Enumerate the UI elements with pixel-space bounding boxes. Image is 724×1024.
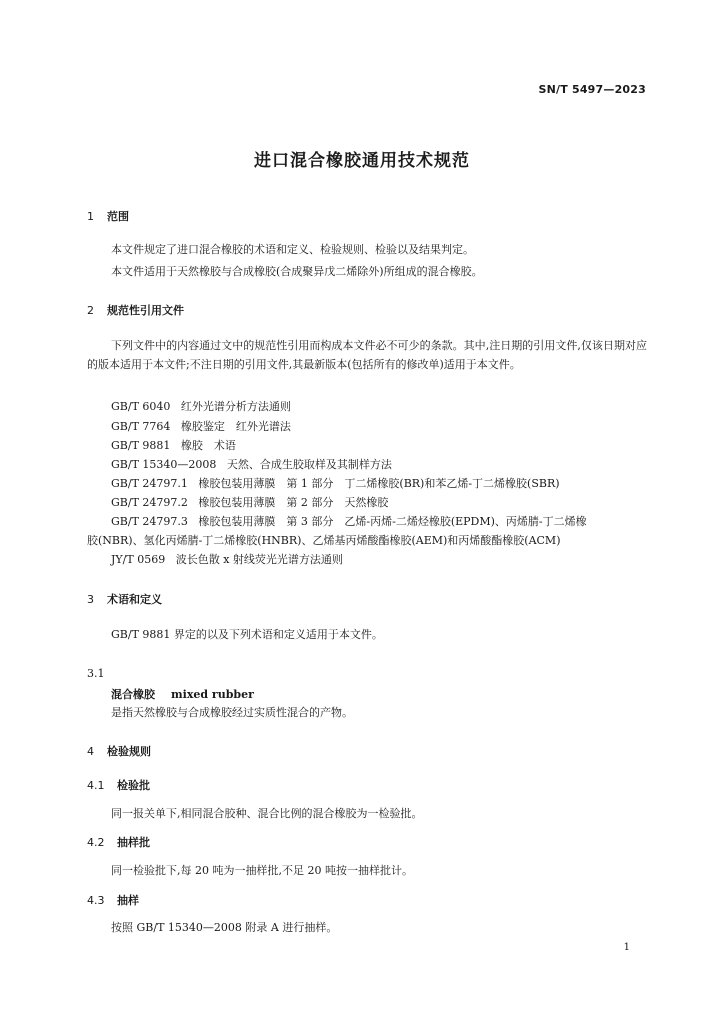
subsection-4-1-heading xyxy=(87,777,150,793)
reference-title: 橡胶包装用薄膜 第 3 部分 乙烯-丙烯-二烯烃橡胶(EPDM)、丙烯腈-丁二烯橡 xyxy=(198,515,587,528)
reference-code: GB/T 7764 xyxy=(111,420,171,433)
section-1-heading xyxy=(87,208,129,224)
term-chinese: 混合橡胶 xyxy=(111,688,155,701)
section-number: 3 xyxy=(87,593,94,606)
subsection-4-3-heading xyxy=(87,892,139,908)
terms-intro: GB/T 9881 界定的以及下列术语和定义适用于本文件。 xyxy=(111,628,383,641)
subsection-title: 检验批 xyxy=(117,779,150,792)
scope-paragraph-1: 本文件规定了进口混合橡胶的术语和定义、检验规则、检验以及结果判定。 xyxy=(111,243,474,256)
section-2-heading xyxy=(87,302,184,318)
reference-title: 波长色散 x 射线荧光光谱方法通则 xyxy=(175,553,343,566)
subsection-number: 4.1 xyxy=(87,779,105,792)
subsection-number: 4.2 xyxy=(87,836,105,849)
reference-title: 橡胶包装用薄膜 第 2 部分 天然橡胶 xyxy=(198,496,389,509)
section-title: 检验规则 xyxy=(107,745,151,758)
subsection-title: 抽样批 xyxy=(117,836,150,849)
subsection-title: 抽样 xyxy=(117,894,139,907)
scope-paragraph-2: 本文件适用于天然橡胶与合成橡胶(合成聚异戊二烯除外)所组成的混合橡胶。 xyxy=(111,265,483,278)
section-number: 4 xyxy=(87,745,94,758)
document-title: 进口混合橡胶通用技术规范 xyxy=(254,151,470,171)
reference-title: 红外光谱分析方法通则 xyxy=(180,400,291,413)
reference-item xyxy=(111,437,236,453)
reference-code: JY/T 0569 xyxy=(111,553,166,566)
reference-item xyxy=(111,398,291,414)
reference-item xyxy=(111,475,560,491)
section-3-heading xyxy=(87,591,162,607)
reference-code: GB/T 24797.3 xyxy=(111,515,188,528)
reference-code: GB/T 24797.2 xyxy=(111,496,188,509)
term-entry xyxy=(111,686,254,702)
sampling-text: 按照 GB/T 15340—2008 附录 A 进行抽样。 xyxy=(111,921,338,934)
reference-item xyxy=(111,513,587,529)
section-title: 规范性引用文件 xyxy=(107,304,184,317)
reference-title: 橡胶包装用薄膜 第 1 部分 丁二烯橡胶(BR)和苯乙烯-丁二烯橡胶(SBR) xyxy=(198,477,560,490)
reference-item xyxy=(111,494,388,510)
reference-title: 胶(NBR)、氢化丙烯腈-丁二烯橡胶(HNBR)、乙烯基丙烯酸酯橡胶(AEM)和丙烯酸酯橡胶(ACM) xyxy=(87,534,561,547)
reference-item xyxy=(111,418,291,434)
subsection-4-2-heading xyxy=(87,834,150,850)
term-definition: 是指天然橡胶与合成橡胶经过实质性混合的产物。 xyxy=(111,706,353,719)
reference-code: GB/T 6040 xyxy=(111,400,171,413)
reference-code: GB/T 24797.1 xyxy=(111,477,188,490)
term-english: mixed rubber xyxy=(171,688,254,701)
section-4-heading xyxy=(87,743,151,759)
reference-title: 橡胶鉴定 红外光谱法 xyxy=(180,420,291,433)
normative-references-intro: 下列文件中的内容通过文中的规范性引用而构成本文件必不可少的条款。其中,注日期的引用文件,仅该日期对应的版本适用于本文件;不注日期的引用文件,其最新版本(包括所有的修改单)适用于本文件。 xyxy=(87,339,647,371)
reference-title: 橡胶 术语 xyxy=(180,439,236,452)
reference-item xyxy=(111,551,343,567)
term-number: 3.1 xyxy=(87,667,105,680)
reference-item-continuation xyxy=(87,532,560,548)
page-number: 1 xyxy=(623,942,630,953)
section-number: 1 xyxy=(87,210,94,223)
reference-code: GB/T 15340—2008 xyxy=(111,458,217,471)
reference-item xyxy=(111,456,392,472)
standard-code: SN/T 5497—2023 xyxy=(538,83,646,96)
section-title: 术语和定义 xyxy=(107,593,162,606)
reference-title: 天然、合成生胶取样及其制样方法 xyxy=(226,458,392,471)
section-title: 范围 xyxy=(107,210,129,223)
section-number: 2 xyxy=(87,304,94,317)
reference-code: GB/T 9881 xyxy=(111,439,171,452)
inspection-lot-text: 同一报关单下,相同混合胶种、混合比例的混合橡胶为一检验批。 xyxy=(111,807,423,820)
subsection-number: 4.3 xyxy=(87,894,105,907)
sampling-lot-text: 同一检验批下,每 20 吨为一抽样批,不足 20 吨按一抽样批计。 xyxy=(111,864,413,877)
